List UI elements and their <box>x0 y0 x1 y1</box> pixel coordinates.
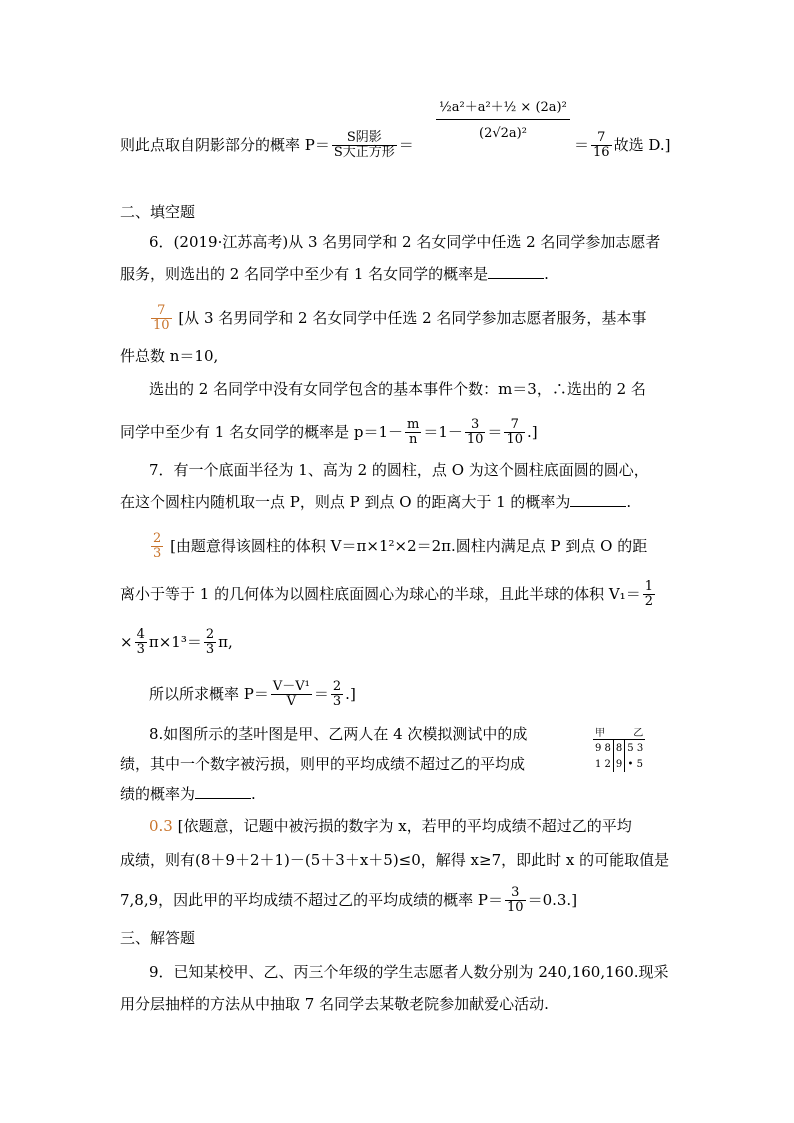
q8-solution-line2: 成绩，则有(8＋9＋2＋1)－(5＋3＋x＋5)≤0，解得 x≥7，即此时 x 的可能取值是 <box>120 851 670 869</box>
q8-answer: 0.3 <box>149 817 173 835</box>
q7-solution-line2: 离小于等于 1 的几何体为以圆柱底面圆心为球心的半球，且此半球的体积 V₁＝ $\frac{1}{2}$ <box>120 579 653 610</box>
q6-answer-blank <box>488 264 544 279</box>
q9-line2: 用分层抽样的方法从中抽取 7 名同学去某敬老院参加献爱心活动. <box>120 995 549 1013</box>
area-fraction <box>436 96 570 141</box>
q6-line1: 6．(2019·江苏高考)从 3 名男同学和 2 名女同学中任选 2 名同学参加志愿者 <box>149 233 661 251</box>
area-fraction-numerator: ½a²＋a²＋½ × (2a)² <box>436 96 570 120</box>
q8-line1: 8.如图所示的茎叶图是甲、乙两人在 4 次模拟测试中的成 <box>149 725 528 743</box>
q6-answer: $\frac{7}{10}$ <box>153 303 170 334</box>
area-fraction-denominator: (2√2a)² <box>479 126 527 141</box>
q6-line2: 服务，则选出的 2 名同学中至少有 1 名女同学的概率是 . <box>120 265 549 283</box>
stem-leaf-plot: 甲 乙 9 8 8 5 3 1 2 9 • 5 <box>593 723 645 772</box>
q7-answer: $\frac{2}{3}$ <box>153 531 162 562</box>
q8-solution-line3: 7,8,9，因此甲的平均成绩不超过乙的平均成绩的概率 P＝ $\frac{3}{10}$ ＝0.3.] <box>120 885 578 916</box>
intro-line: 则此点取自阴影部分的概率 P＝ $\frac{\text{S阴影}}{\text{S大正方形}}$ ＝ <box>120 130 414 161</box>
q9-line1: 9．已知某校甲、乙、丙三个年级的学生志愿者人数分别为 240,160,160.现采 <box>149 963 669 981</box>
q7-line2: 在这个圆柱内随机取一点 P，则点 P 到点 O 的距离大于 1 的概率为 . <box>120 493 632 511</box>
q6-solution-line2: 件总数 n＝10, <box>120 347 219 365</box>
q7-line1: 7．有一个底面半径为 1、高为 2 的圆柱，点 O 为这个圆柱底面圆的圆心， <box>149 461 649 479</box>
q7-solution-line1: $\frac{2}{3}$ [由题意得该圆柱的体积 V＝π×1²×2＝2π.圆柱内满足点 P 到点 O 的距 <box>153 531 648 562</box>
section-heading-solve: 三、解答题 <box>120 929 196 947</box>
q6-solution-line4: 同学中至少有 1 名女同学的概率是 p＝1－ $\frac{m}{n}$ ＝1－ $\frac{3}{10}$ ＝ $\frac{7}{10}$ .] <box>120 417 538 448</box>
q8-solution-line1: 0.3 [依题意，记题中被污损的数字为 x，若甲的平均成绩不超过乙的平均 <box>149 817 632 835</box>
q7-solution-line3: × $\frac{4}{3}$ π×1³＝ $\frac{2}{3}$ π, <box>120 627 233 658</box>
q7-answer-blank <box>570 492 626 507</box>
q6-solution-line3: 选出的 2 名同学中没有女同学包含的基本事件个数：m＝3，∴选出的 2 名 <box>149 380 646 398</box>
q7-solution-line4: 所以所求概率 P＝ $\frac{\text{V－V¹}}{V}$ ＝ $\frac{2}{3}$ .] <box>149 679 356 710</box>
shadow-ratio-fraction: $\frac{\text{S阴影}}{\text{S大正方形}}$ <box>333 130 395 161</box>
section-heading-fill: 二、填空题 <box>120 203 196 221</box>
q8-answer-blank <box>195 784 251 799</box>
intro-prefix: 则此点取自阴影部分的概率 P＝ <box>120 135 330 154</box>
q8-line2: 绩，其中一个数字被污损，则甲的平均成绩不超过乙的平均成 <box>120 755 526 773</box>
q8-line3: 绩的概率为 . <box>120 785 256 803</box>
intro-result: ＝ $\frac{7}{16}$ 故选 D.] <box>574 130 671 161</box>
q6-solution-line1: $\frac{7}{10}$ [从 3 名男同学和 2 名女同学中任选 2 名同学参加志愿者服务，基本事 <box>153 303 647 334</box>
